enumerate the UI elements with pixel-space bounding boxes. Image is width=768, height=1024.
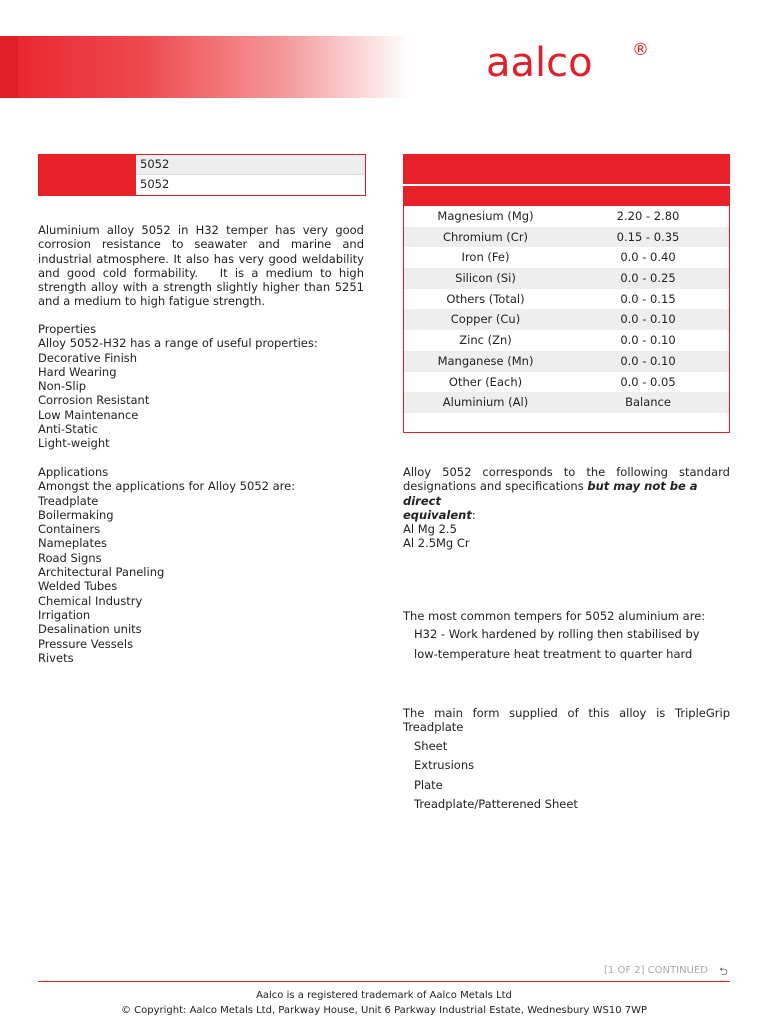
intro-line: and good cold formability. It is a medium to high	[38, 265, 364, 280]
application-item: Irrigation	[38, 607, 91, 622]
applications-subtitle: Amongst the applications for Alloy 5052 are:	[38, 479, 296, 494]
form-item: Plate	[414, 777, 443, 792]
forms-intro-2: Treadplate	[403, 720, 464, 735]
equivalents-line-2	[403, 479, 730, 508]
element-range: 0.0 - 0.10	[620, 312, 676, 327]
property-item: Hard Wearing	[38, 364, 117, 379]
element-name: Chromium (Cr)	[442, 229, 529, 244]
temper-line: H32 - Work hardened by rolling then stabilised by	[414, 627, 700, 642]
spec-row-2: 5052	[136, 175, 365, 195]
application-item: Chemical Industry	[38, 593, 143, 608]
intro-line: corrosion resistance to seawater and marine and	[38, 237, 364, 252]
application-item: Treadplate	[38, 493, 99, 508]
table-row	[404, 309, 729, 330]
application-item: Containers	[38, 522, 101, 537]
equivalents-line: Alloy 5052 corresponds to the following standard	[403, 465, 730, 479]
spec-row-1: 5052	[136, 155, 365, 175]
element-range: 0.15 - 0.35	[616, 229, 680, 244]
intro-line: and a medium to high fatigue strength.	[38, 294, 266, 309]
equivalents-emphasis: but may not be a direct	[403, 479, 698, 508]
application-item: Pressure Vessels	[38, 636, 134, 651]
properties-title: Properties	[38, 322, 97, 336]
element-name: Manganese (Mn)	[437, 353, 534, 368]
forms-section	[403, 706, 730, 815]
application-item: Architectural Paneling	[38, 565, 165, 580]
equivalent-item: Al 2.5Mg Cr	[403, 536, 470, 551]
table-row	[404, 372, 729, 393]
table-row	[404, 268, 729, 289]
equivalents-colon: :	[471, 507, 476, 522]
chemical-header-bar	[403, 154, 730, 184]
spec-label-block	[39, 155, 136, 195]
property-item: Light-weight	[38, 436, 110, 451]
application-item: Welded Tubes	[38, 579, 118, 594]
intro-paragraph	[38, 223, 364, 309]
element-name: Aluminium (Al)	[442, 395, 529, 410]
header-banner-edge	[0, 36, 18, 98]
intro-line: strength alloy with a strength slightly higher than 5251	[38, 280, 364, 295]
equivalents-line-3	[403, 508, 730, 522]
properties-section	[38, 322, 364, 451]
form-item: Treadplate/Patterened Sheet	[414, 797, 578, 812]
element-name: Other (Each)	[448, 374, 523, 389]
table-row	[404, 330, 729, 351]
element-range: 0.0 - 0.40	[620, 250, 676, 265]
element-range: 0.0 - 0.10	[620, 353, 676, 368]
forms-intro: The main form supplied of this alloy is TripleGrip	[403, 706, 730, 720]
temper-line: low-temperature heat treatment to quarter hard	[414, 646, 693, 661]
spec-box	[38, 154, 366, 196]
continue-arrow-icon: ⮌	[719, 965, 728, 978]
applications-section	[38, 465, 364, 665]
element-range: 0.0 - 0.25	[620, 271, 676, 286]
properties-subtitle: Alloy 5052-H32 has a range of useful properties:	[38, 336, 318, 351]
tempers-section	[403, 609, 730, 664]
trademark-notice: Aalco is a registered trademark of Aalco Metals Ltd	[256, 990, 512, 1001]
property-item: Anti-Static	[38, 422, 98, 437]
tempers-intro: The most common tempers for 5052 aluminium are:	[403, 609, 706, 623]
element-range: 2.20 - 2.80	[616, 209, 680, 223]
equivalent-item: Al Mg 2.5	[403, 522, 457, 537]
registered-mark: ®	[632, 40, 649, 60]
equivalents-section	[403, 465, 730, 551]
footer-divider	[38, 981, 730, 982]
element-range: Balance	[625, 395, 671, 410]
element-name: Copper (Cu)	[450, 312, 521, 327]
applications-title: Applications	[38, 465, 109, 479]
form-item: Sheet	[414, 738, 448, 753]
equivalents-emphasis: equivalent	[403, 507, 472, 522]
element-name: Magnesium (Mg)	[437, 209, 534, 223]
element-range: 0.0 - 0.15	[620, 291, 676, 306]
element-name: Zinc (Zn)	[459, 333, 512, 348]
application-item: Road Signs	[38, 550, 102, 565]
element-name: Iron (Fe)	[461, 250, 510, 265]
table-row	[404, 247, 729, 268]
element-range: 0.0 - 0.05	[620, 374, 676, 389]
property-item: Corrosion Resistant	[38, 393, 150, 408]
element-name: Silicon (Si)	[455, 271, 516, 286]
header-banner	[0, 36, 410, 98]
table-row	[404, 227, 729, 248]
table-row	[404, 206, 729, 227]
property-item: Low Maintenance	[38, 407, 139, 422]
table-row	[404, 351, 729, 372]
property-item: Non-Slip	[38, 379, 87, 394]
application-item: Boilermaking	[38, 507, 114, 522]
application-item: Nameplates	[38, 536, 108, 551]
chemical-composition-table	[403, 186, 730, 433]
application-item: Desalination units	[38, 622, 142, 637]
form-item: Extrusions	[414, 758, 475, 773]
property-item: Decorative Finish	[38, 350, 138, 365]
element-range: 0.0 - 0.10	[620, 333, 676, 348]
continued-label: [1 OF 2] CONTINUED	[604, 965, 708, 976]
element-name: Others (Total)	[446, 291, 525, 306]
application-item: Rivets	[38, 650, 74, 665]
table-row	[404, 289, 729, 310]
intro-line: industrial atmosphere. It also has very good weldability	[38, 251, 364, 266]
equivalents-text: designations and specifications	[403, 479, 588, 494]
aalco-logo: aalco	[486, 40, 593, 86]
copyright-notice: © Copyright: Aalco Metals Ltd, Parkway House, Unit 6 Parkway Industrial Estate, Wednesbury WS10 7WP	[120, 1005, 648, 1016]
table-row	[404, 392, 729, 413]
intro-line: Aluminium alloy 5052 in H32 temper has very good	[38, 223, 364, 237]
